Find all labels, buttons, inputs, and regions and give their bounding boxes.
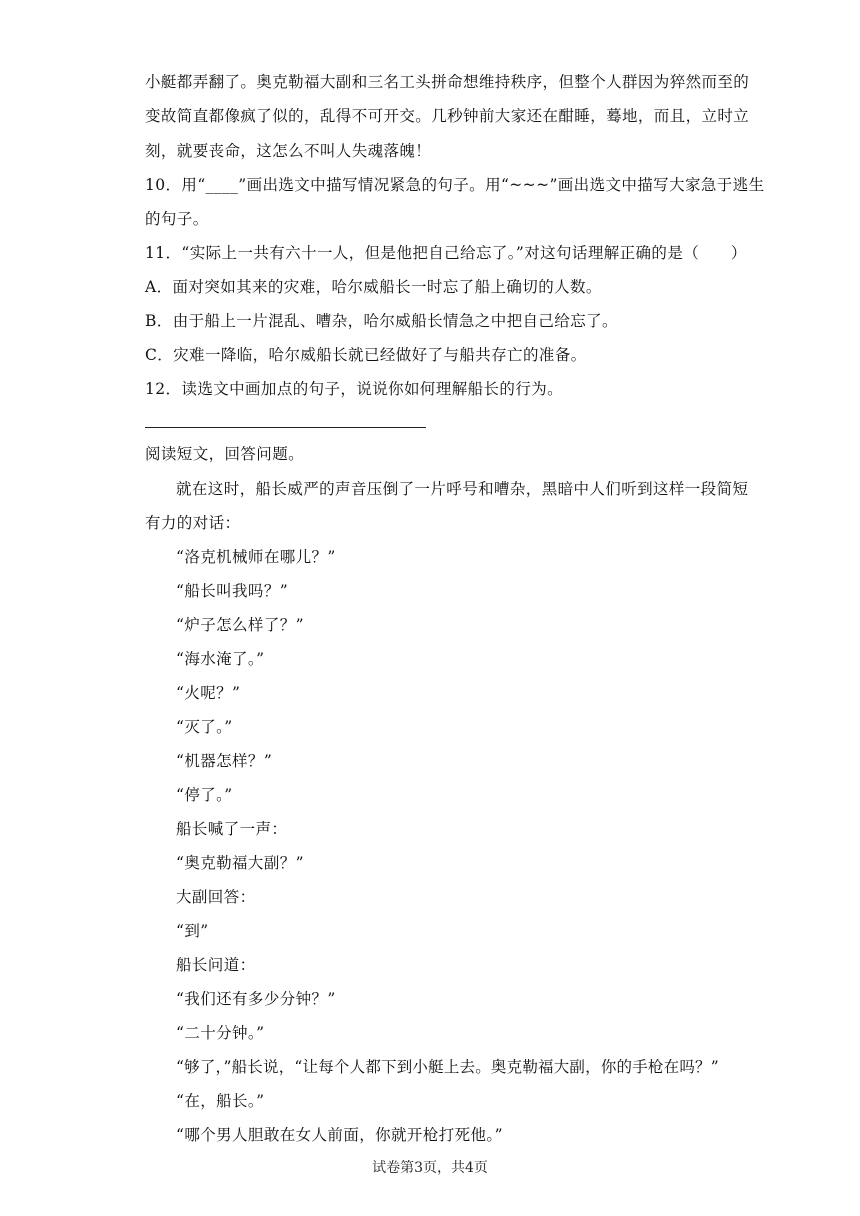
dialogue-line: “炉子怎么样了？” <box>176 616 304 634</box>
dialogue-line: “船长叫我吗？” <box>176 582 289 600</box>
question-12: 12．读选文中画加点的句子，说说你如何理解船长的行为。 <box>145 380 564 398</box>
dialogue-line: “机器怎样？” <box>176 752 273 770</box>
dialogue-line: “在，船长。” <box>176 1092 265 1110</box>
question-11-option-a: A．面对突如其来的灾难，哈尔威船长一时忘了船上确切的人数。 <box>145 278 602 296</box>
dialogue-line: 船长喊了一声： <box>176 820 288 838</box>
dialogue-line: “哪个男人胆敢在女人前面，你就开枪打死他。” <box>176 1126 503 1144</box>
paragraph-line-1: 就在这时，船长威严的声音压倒了一片呼号和嘈杂，黑暗中人们听到这样一段简短 <box>176 480 749 498</box>
answer-line <box>145 427 426 428</box>
question-10-line-1: 10．用“____”画出选文中描写情况紧急的句子。用“~~~”画出选文中描写大家急于逃生 <box>145 176 765 194</box>
dialogue-line: 大副回答： <box>176 888 256 906</box>
paragraph-line-2: 有力的对话： <box>145 514 241 532</box>
passage-line-3: 刻，就要丧命，这怎么不叫人失魂落魄！ <box>145 142 432 160</box>
dialogue-line: “海水淹了。” <box>176 650 265 668</box>
page-footer: 试卷第3页，共4页 <box>372 1160 488 1176</box>
question-10-line-2: 的句子。 <box>145 210 209 228</box>
dialogue-line: “灭了。” <box>176 718 233 736</box>
question-11: 11．“实际上一共有六十一人，但是他把自己给忘了。”对这句话理解正确的是（ ） <box>145 244 747 262</box>
dialogue-line: “停了。” <box>176 786 233 804</box>
passage-line-2: 变故简直都像疯了似的，乱得不可开交。几秒钟前大家还在酣睡，蓦地，而且，立时立 <box>145 107 750 125</box>
passage-line-1: 小艇都弄翻了。奥克勒福大副和三名工头拼命想维持秩序，但整个人群因为猝然而至的 <box>145 73 750 91</box>
dialogue-line: “奥克勒福大副？” <box>176 854 304 872</box>
dialogue-line: “我们还有多少分钟？” <box>176 990 336 1008</box>
dialogue-line: “够了，”船长说，“让每个人都下到小艇上去。奥克勒福大副，你的手枪在吗？” <box>176 1058 719 1076</box>
dialogue-line: “二十分钟。” <box>176 1024 265 1042</box>
dialogue-line: 船长问道： <box>176 956 256 974</box>
dialogue-line: “火呢？” <box>176 684 241 702</box>
question-11-option-b: B．由于船上一片混乱、嘈杂，哈尔威船长情急之中把自己给忘了。 <box>145 312 618 330</box>
dialogue-line: “洛克机械师在哪儿？” <box>176 548 336 566</box>
section-instruction: 阅读短文，回答问题。 <box>145 445 305 463</box>
question-11-option-c: C．灾难一降临，哈尔威船长就已经做好了与船共存亡的准备。 <box>145 346 587 364</box>
dialogue-line: “到” <box>176 922 209 940</box>
